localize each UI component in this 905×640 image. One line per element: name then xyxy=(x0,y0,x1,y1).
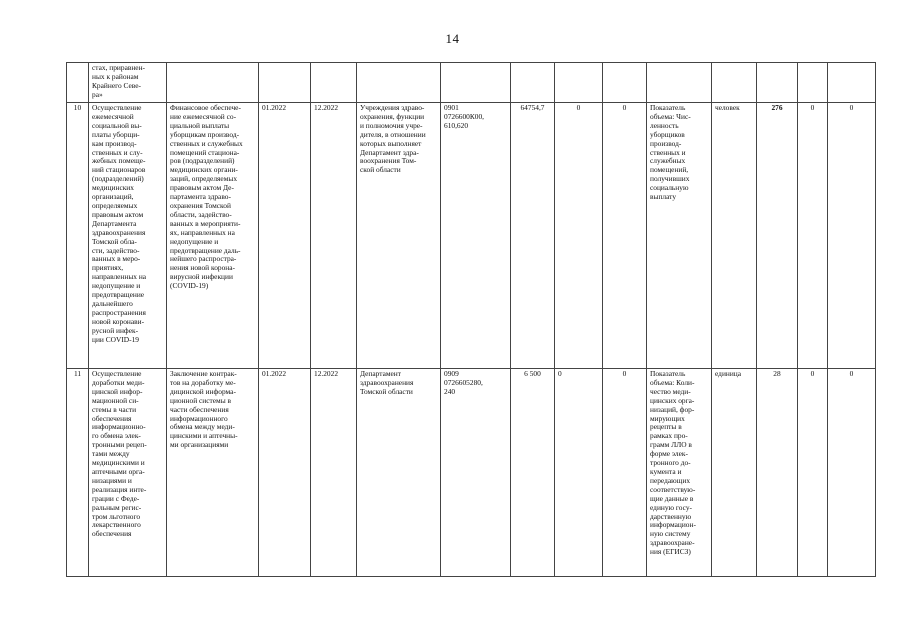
activity-name: Осуществление доработки меди- цинской инфор- мационной си- стемы в части обеспечения информационно- го обмена элек- тронными рецеп- тами между медицинскими и аптечными орга- низациями и реализация инте- грации с Феде- ральным регис- тром льготного лекарственного обеспечения xyxy=(89,369,167,577)
budget-code: 0909 0726605280, 240 xyxy=(441,369,511,577)
value-3: 0 xyxy=(798,369,828,577)
activity-name: Осуществление ежемесячной социальной вы- платы уборщи- кам производ- ственных и слу- жебных помеще- ний стационаров (подразделений) медицинских организаций, определяемых правовым актом Департамента здравоохранения Томской обла- сти, задейство- ванных в меро- приятиях, направленных на недопущение и предотвращение дальнейшего распространения новой коронави- русной инфек- ции COVID-19 xyxy=(89,103,167,369)
start-date: 01.2022 xyxy=(259,103,311,369)
activity-name: стах, приравнен- ных к районам Крайнего Севе- ра» xyxy=(89,63,167,103)
indicator-value: 276 xyxy=(757,103,798,369)
value-2 xyxy=(603,63,647,103)
amount: 6 500 xyxy=(511,369,555,577)
row-number: 10 xyxy=(67,103,89,369)
value-4: 0 xyxy=(828,103,876,369)
activity-result xyxy=(167,63,259,103)
start-date xyxy=(259,63,311,103)
value-3 xyxy=(798,63,828,103)
amount: 64754,7 xyxy=(511,103,555,369)
end-date: 12.2022 xyxy=(311,369,357,577)
executor: Департамент здравоохранения Томской области xyxy=(357,369,441,577)
executor: Учреждения здраво- охранения, функции и полномочия учре- дителя, в отношении которых выполняет Департамент здра- воохранения Том- ской области xyxy=(357,103,441,369)
value-1: 0 xyxy=(555,103,603,369)
unit xyxy=(712,63,757,103)
unit: единица xyxy=(712,369,757,577)
value-1 xyxy=(555,63,603,103)
indicator-value xyxy=(757,63,798,103)
value-1: 0 xyxy=(555,369,603,577)
budget-code xyxy=(441,63,511,103)
start-date: 01.2022 xyxy=(259,369,311,577)
end-date xyxy=(311,63,357,103)
value-3: 0 xyxy=(798,103,828,369)
program-activities-table xyxy=(66,62,876,577)
value-4 xyxy=(828,63,876,103)
end-date: 12.2022 xyxy=(311,103,357,369)
indicator: Показатель объема: Коли- чество меди- цинских орга- низаций, фор- мирующих рецепты в рамках про- грамм ЛЛО в форме элек- тронного до- кумента и передающих соответствую- щие данные в единую госу- дарственную информацион- ную систему здравоохране- ния (ЕГИСЗ) xyxy=(647,369,712,577)
amount xyxy=(511,63,555,103)
value-2: 0 xyxy=(603,103,647,369)
executor xyxy=(357,63,441,103)
table-row xyxy=(67,103,876,369)
indicator: Показатель объема: Чис- ленность уборщиков производ- ственных и служебных помещений, получивших социальную выплату xyxy=(647,103,712,369)
activity-result: Финансовое обеспече- ние ежемесячной со- циальной выплаты уборщикам производ- ственных и служебных помещений стациона- ров (подразделений) медицинских органи- заций, определяемых правовым актом Де- партамента здраво- охранения Томской области, задейство- ванных в мероприяти- ях, направленных на недопущение и предотвращение даль- нейшего распростра- нения новой корона- вирусной инфекции (COVID-19) xyxy=(167,103,259,369)
indicator-value: 28 xyxy=(757,369,798,577)
page-number: 14 xyxy=(445,31,460,46)
value-4: 0 xyxy=(828,369,876,577)
budget-code: 0901 0726600К00, 610,620 xyxy=(441,103,511,369)
indicator xyxy=(647,63,712,103)
table-row xyxy=(67,63,876,103)
row-number xyxy=(67,63,89,103)
activity-result: Заключение контрак- тов на доработку ме- дицинской информа- ционной системы в части обеспечения информационного обмена между меди- цинскими и аптечны- ми организациями xyxy=(167,369,259,577)
unit: человек xyxy=(712,103,757,369)
value-2: 0 xyxy=(603,369,647,577)
row-number: 11 xyxy=(67,369,89,577)
table-row xyxy=(67,369,876,577)
